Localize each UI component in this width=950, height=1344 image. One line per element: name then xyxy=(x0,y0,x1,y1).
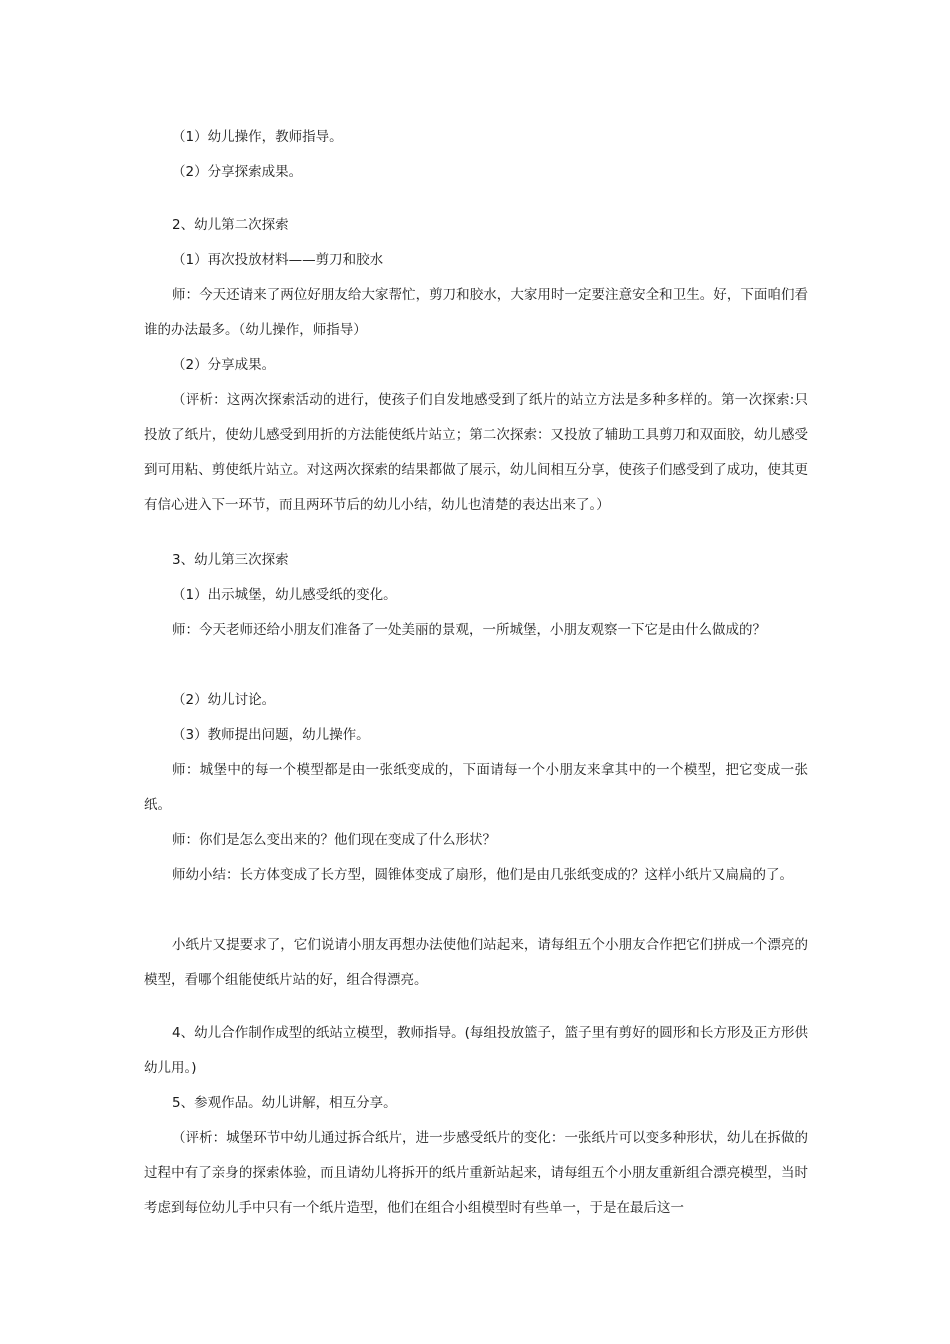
paragraph-1: （1）幼儿操作，教师指导。 xyxy=(172,129,343,145)
section-heading-5: 5、参观作品。幼儿讲解，相互分享。 xyxy=(172,1095,397,1111)
paragraph-4: 师：今天还请来了两位好朋友给大家帮忙，剪刀和胶水，大家用时一定要注意安全和卫生。好，下面咱们看谁的办法最多。（幼儿操作，师指导） xyxy=(144,287,808,338)
paragraph-6: （1）出示城堡，幼儿感受纸的变化。 xyxy=(172,587,397,603)
paragraph-7: 师：今天老师还给小朋友们准备了一处美丽的景观，一所城堡，小朋友观察一下它是由什么做成的？ xyxy=(172,622,766,638)
paragraph-13: 小纸片又提要求了，它们说请小朋友再想办法使他们站起来，请每组五个小朋友合作把它们拼成一个漂亮的模型，看哪个组能使纸片站的好，组合得漂亮。 xyxy=(144,937,808,988)
paragraph-8: （2）幼儿讨论。 xyxy=(172,692,276,708)
section-heading-2: 2、幼儿第二次探索 xyxy=(172,217,289,233)
commentary-2: （评析：城堡环节中幼儿通过拆合纸片，进一步感受纸片的变化：一张纸片可以变多种形状，幼儿在拆做的过程中有了亲身的探索体验，而且请幼儿将拆开的纸片重新站起来，请每组五个小朋友重新组合漂亮模型，当时考虑到每位幼儿手中只有一个纸片造型，他们在组合小组模型时有些单一，于是在最后这一 xyxy=(144,1130,808,1216)
section-heading-4: 4、幼儿合作制作成型的纸站立模型，教师指导。(每组投放篮子，篮子里有剪好的圆形和长方形及正方形供幼儿用。) xyxy=(144,1025,808,1076)
commentary-1: （评析：这两次探索活动的进行，使孩子们自发地感受到了纸片的站立方法是多种多样的。第一次探索:只投放了纸片，使幼儿感受到用折的方法能使纸片站立；第二次探索：又投放了辅助工具剪刀和双面胶，幼儿感受到可用粘、剪使纸片站立。对这两次探索的结果都做了展示，幼儿间相互分享，使孩子们感受到了成功，使其更有信心进入下一环节，而且两环节后的幼儿小结，幼儿也清楚的表达出来了。） xyxy=(144,392,808,513)
paragraph-9: （3）教师提出问题，幼儿操作。 xyxy=(172,727,370,743)
paragraph-3: （1）再次投放材料——剪刀和胶水 xyxy=(172,252,384,268)
paragraph-11: 师：你们是怎么变出来的？他们现在变成了什么形状？ xyxy=(172,832,496,848)
section-heading-3: 3、幼儿第三次探索 xyxy=(172,552,289,568)
paragraph-10: 师：城堡中的每一个模型都是由一张纸变成的，下面请每一个小朋友来拿其中的一个模型，把它变成一张纸。 xyxy=(144,762,808,813)
paragraph-2: （2）分享探索成果。 xyxy=(172,164,303,180)
paragraph-12: 师幼小结：长方体变成了长方型，圆锥体变成了扇形，他们是由几张纸变成的？这样小纸片又扁扁的了。 xyxy=(172,867,793,883)
paragraph-5: （2）分享成果。 xyxy=(172,357,276,373)
